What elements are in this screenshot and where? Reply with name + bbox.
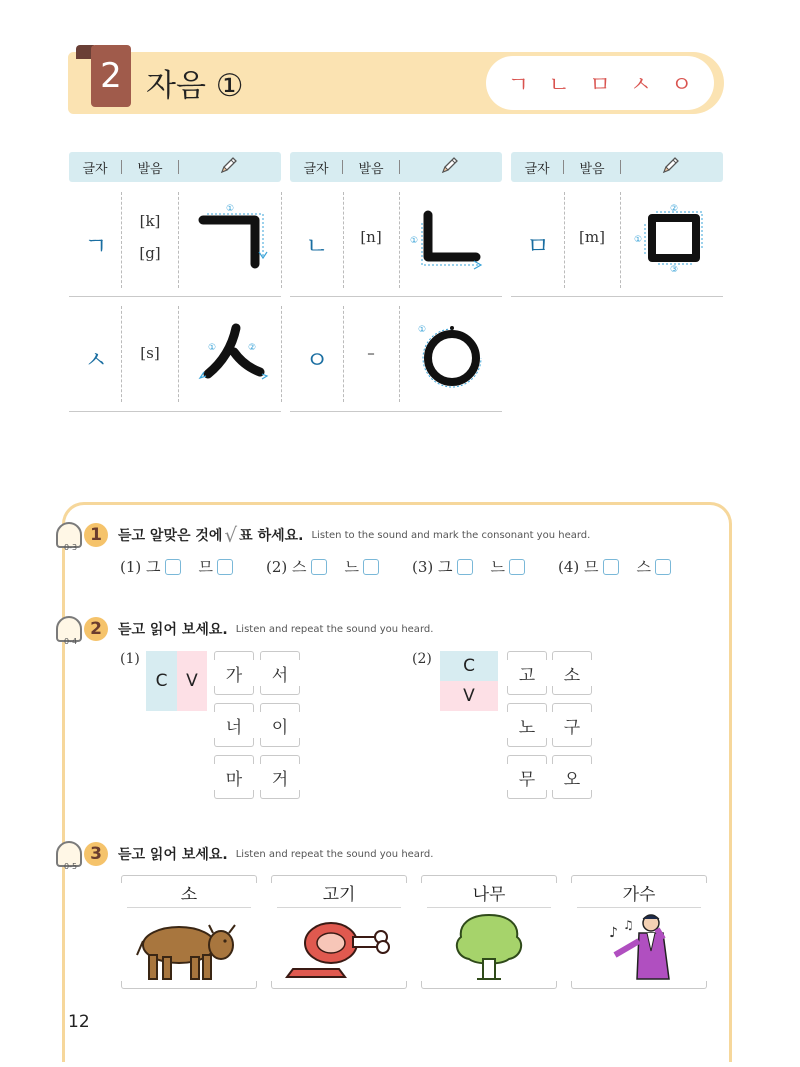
syllable-card[interactable]: 소	[552, 651, 592, 695]
option-a: 스	[292, 558, 307, 576]
stroke-number: ②	[248, 343, 257, 353]
row-line	[290, 411, 502, 412]
col-pron-label: 발음	[137, 161, 163, 177]
syllable-card[interactable]: 서	[260, 651, 300, 695]
row-line	[511, 296, 723, 297]
exercise-1-header	[56, 522, 591, 552]
consonant-4: ㅅ	[630, 72, 652, 98]
pron-n: [n]	[360, 228, 382, 246]
col-letter-label: 글자	[82, 161, 108, 177]
pron-m: [m]	[579, 228, 605, 246]
chapter-number: 2	[91, 45, 131, 107]
syllable-card[interactable]: 노	[507, 703, 547, 747]
exercise-title-en: Listen and repeat the sound you heard.	[235, 623, 434, 635]
exercise-title-ko: 듣고 읽어 보세요.	[118, 622, 228, 638]
divider	[343, 192, 344, 288]
vowel-label: V	[177, 651, 207, 711]
item-label: (3)	[412, 557, 434, 576]
letter-m: ㅁ	[526, 232, 550, 260]
stroke-number: ①	[634, 235, 643, 245]
syllable-card[interactable]: 고	[507, 651, 547, 695]
checkbox[interactable]	[509, 559, 525, 575]
option-a: 그	[146, 558, 161, 576]
row-line	[69, 411, 281, 412]
item-label: (1)	[120, 557, 142, 576]
chapter-title: 자음 ①	[146, 68, 244, 104]
consonant-label: C	[146, 651, 177, 711]
word-label: 나무	[472, 885, 506, 905]
stroke-order-n	[406, 205, 492, 273]
checkbox[interactable]	[165, 559, 181, 575]
question-1-2	[266, 556, 379, 577]
exercise-number: 1	[84, 523, 108, 547]
exercise-title-ko: 듣고 알맞은 것에	[118, 528, 223, 544]
singer-icon	[579, 911, 699, 983]
pron-none: –	[367, 344, 375, 362]
word-label: 고기	[322, 885, 356, 905]
item-label: (4)	[558, 557, 580, 576]
syllable-card[interactable]: 너	[214, 703, 254, 747]
word-label: 소	[180, 885, 198, 905]
stroke-number: ③	[670, 265, 679, 275]
question-1-1	[120, 556, 233, 577]
stroke-order-ng	[412, 318, 488, 390]
letter-s: ㅅ	[84, 346, 108, 374]
page-number: 12	[68, 1012, 90, 1032]
exercise-title-en: Listen and repeat the sound you heard.	[235, 848, 434, 860]
table-header-1	[69, 152, 281, 182]
exercise-number: 2	[84, 617, 108, 641]
pron-k: [k]	[139, 212, 161, 230]
part-label-2: (2)	[412, 651, 432, 667]
syllable-card[interactable]: 오	[552, 755, 592, 799]
word-label: 가수	[622, 885, 656, 905]
question-1-4	[558, 556, 671, 577]
divider	[620, 192, 621, 288]
letter-n: ㄴ	[305, 232, 329, 260]
syllable-card[interactable]: 무	[507, 755, 547, 799]
exercise-title-ko: 듣고 읽어 보세요.	[118, 847, 228, 863]
exercise-title-en: Listen to the sound and mark the consonant you heard.	[311, 529, 591, 541]
divider	[121, 306, 122, 402]
pencil-icon	[179, 155, 279, 179]
stroke-number: ①	[208, 343, 217, 353]
checkbox[interactable]	[603, 559, 619, 575]
syllable-card[interactable]: 구	[552, 703, 592, 747]
option-a: 그	[438, 558, 453, 576]
letter-g: ㄱ	[84, 232, 108, 260]
divider	[564, 192, 565, 288]
consonant-2: ㄴ	[548, 72, 570, 98]
option-b: 느	[344, 558, 360, 576]
option-b: 스	[636, 558, 652, 576]
pencil-icon	[621, 155, 721, 179]
col-letter-label: 글자	[524, 161, 550, 177]
pencil-icon	[400, 155, 500, 179]
checkbox[interactable]	[655, 559, 671, 575]
svg-text:♫: ♫	[623, 918, 634, 932]
divider	[178, 306, 179, 402]
check-icon: √	[224, 523, 238, 547]
checkbox[interactable]	[457, 559, 473, 575]
letter-ng: ㅇ	[305, 346, 329, 374]
checkbox[interactable]	[311, 559, 327, 575]
stroke-order-m	[632, 200, 714, 276]
col-pron-label: 발음	[579, 161, 605, 177]
track-number: 0-4	[64, 637, 78, 646]
svg-text:♪: ♪	[609, 925, 618, 941]
stroke-order-s	[196, 318, 272, 386]
item-label: (2)	[266, 557, 288, 576]
col-pron-label: 발음	[358, 161, 384, 177]
cow-icon	[129, 911, 249, 983]
divider	[178, 192, 179, 288]
stroke-number: ①	[226, 204, 235, 214]
syllable-card[interactable]: 마	[214, 755, 254, 799]
tree-icon	[429, 911, 549, 983]
stroke-number: ①	[418, 325, 427, 335]
consonant-label: C	[440, 651, 498, 681]
consonant-3: ㅁ	[589, 72, 611, 98]
pron-g: [g]	[139, 244, 161, 262]
word-card-cow[interactable]	[121, 875, 257, 989]
divider	[343, 306, 344, 402]
stroke-number: ①	[410, 236, 419, 246]
divider	[399, 306, 400, 402]
row-line	[290, 296, 502, 297]
divider	[399, 192, 400, 288]
consonant-list	[486, 56, 714, 110]
option-b: 느	[490, 558, 506, 576]
syllable-card[interactable]: 가	[214, 651, 254, 695]
pron-s: [s]	[140, 344, 160, 362]
row-line	[69, 296, 281, 297]
checkbox[interactable]	[217, 559, 233, 575]
col-letter-label: 글자	[303, 161, 329, 177]
word-card-singer[interactable]	[571, 875, 707, 989]
vowel-label: V	[440, 681, 498, 711]
word-card-tree[interactable]	[421, 875, 557, 989]
syllable-card[interactable]: 거	[260, 755, 300, 799]
divider	[281, 192, 282, 288]
part-label-1: (1)	[120, 651, 140, 667]
divider	[281, 306, 282, 402]
checkbox[interactable]	[363, 559, 379, 575]
exercise-2-header	[56, 616, 434, 646]
track-number: 0-3	[64, 543, 78, 552]
track-number: 0-5	[64, 862, 78, 871]
table-header-2	[290, 152, 502, 182]
consonant-5: ㅇ	[670, 72, 693, 98]
consonant-1: ㄱ	[507, 72, 530, 98]
table-header-3	[511, 152, 723, 182]
exercise-number: 3	[84, 842, 108, 866]
option-a: 므	[584, 558, 599, 576]
meat-icon	[279, 911, 399, 983]
stroke-order-g	[195, 198, 275, 272]
exercise-3-header	[56, 841, 434, 871]
stroke-number: ②	[670, 204, 679, 214]
question-1-3	[412, 556, 525, 577]
word-card-meat[interactable]	[271, 875, 407, 989]
exercise-title-ko-after: 표 하세요.	[239, 528, 304, 544]
option-b: 므	[198, 558, 214, 576]
divider	[121, 192, 122, 288]
syllable-card[interactable]: 이	[260, 703, 300, 747]
